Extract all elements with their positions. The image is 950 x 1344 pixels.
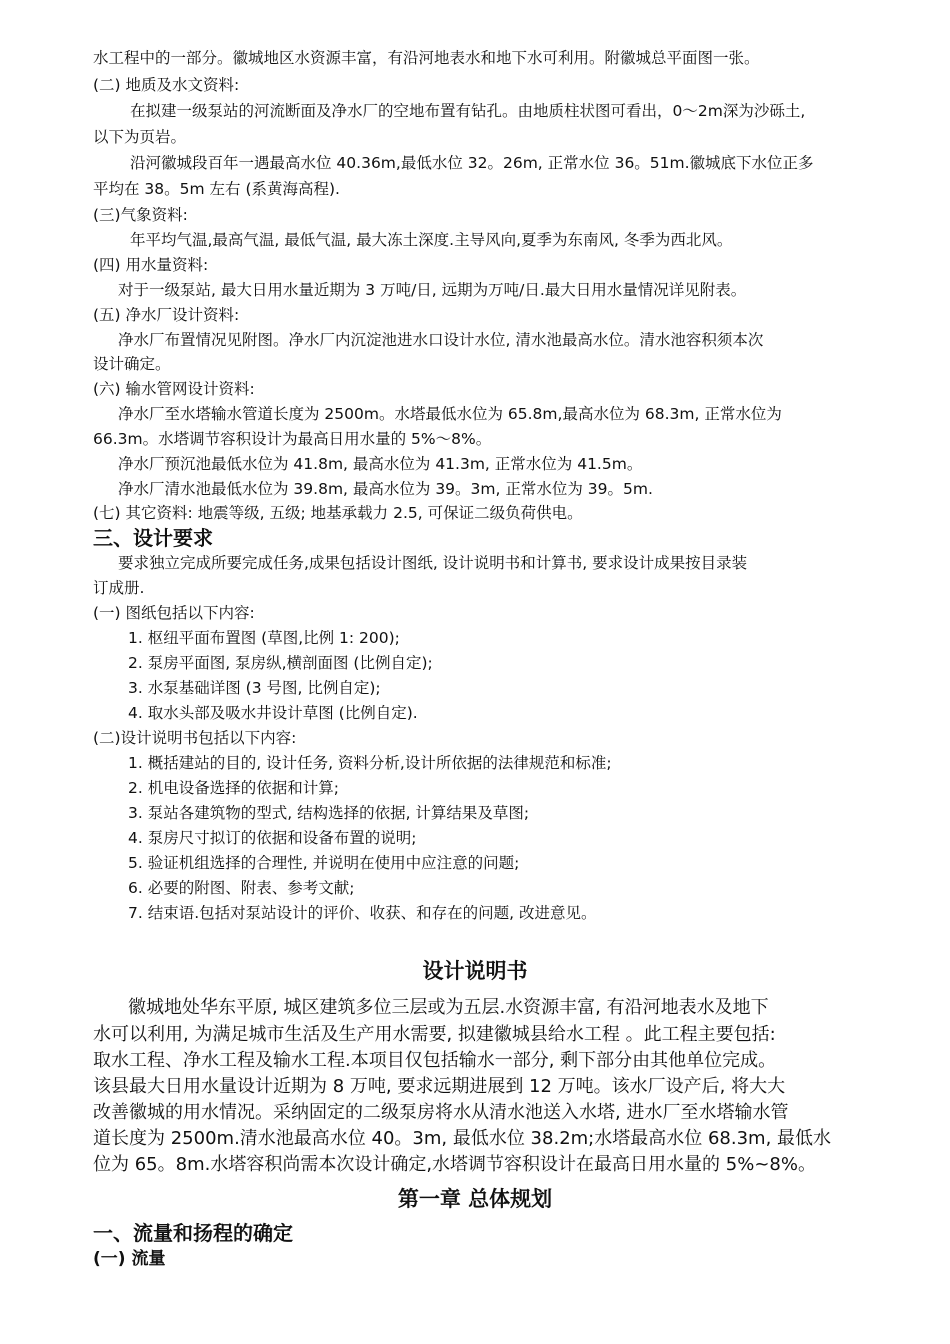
req-drawing-item-1: 1. 枢纽平面布置图 (草图,比例 1: 200); <box>128 629 400 647</box>
req-subheading-drawings: (一) 图纸包括以下内容: <box>93 604 255 622</box>
subsection-flow: (一) 流量 <box>93 1249 166 1269</box>
intro-line-3: 在拟建一级泵站的河流断面及净水厂的空地布置有钻孔。由地质柱状图可看出，0～2m深为沙砾土, <box>130 102 806 120</box>
req-manual-item-5: 5. 验证机组选择的合理性, 并说明在使用中应注意的问题; <box>128 854 520 872</box>
section-heading-requirements: 三、设计要求 <box>93 526 213 550</box>
subsection-climate: (三)气象资料: <box>93 206 188 224</box>
req-drawing-item-4: 4. 取水头部及吸水井设计草图 (比例自定). <box>128 704 418 722</box>
req-manual-item-6: 6. 必要的附图、附表、参考文献; <box>128 879 355 897</box>
req-drawing-item-3: 3. 水泵基础详图 (3 号图, 比例自定); <box>128 679 381 697</box>
req-manual-item-2: 2. 机电设备选择的依据和计算; <box>128 779 339 797</box>
intro-line-12: 净水厂布置情况见附图。净水厂内沉淀池进水口设计水位, 清水池最高水位。清水池容积须本次 <box>118 331 764 349</box>
intro-line-18: 净水厂清水池最低水位为 39.8m, 最高水位为 39。3m, 正常水位为 39。5m. <box>118 480 653 498</box>
req-drawing-item-2: 2. 泵房平面图, 泵房纵,横剖面图 (比例自定); <box>128 654 433 672</box>
req-manual-item-7: 7. 结束语.包括对泵站设计的评价、收获、和存在的问题, 改进意见。 <box>128 904 597 922</box>
intro-line-8: 年平均气温,最高气温, 最低气温, 最大冻土深度.主导风向,夏季为东南风, 冬季为西北风。 <box>130 231 733 249</box>
req-manual-item-3: 3. 泵站各建筑物的型式, 结构选择的依据, 计算结果及草图; <box>128 804 530 822</box>
req-manual-item-4: 4. 泵房尺寸拟订的依据和设备布置的说明; <box>128 829 417 847</box>
design-doc-line-4: 该县最大日用水量设计近期为 8 万吨, 要求远期进展到 12 万吨。该水厂设产后, 将大大 <box>93 1076 786 1097</box>
chapter-title: 第一章 总体规划 <box>397 1187 553 1211</box>
req-subheading-manual: (二)设计说明书包括以下内容: <box>93 729 297 747</box>
design-doc-line-6: 道长度为 2500m.清水池最高水位 40。3m, 最低水位 38.2m;水塔最高水位 68.3m, 最低水 <box>93 1128 832 1149</box>
subsection-water-use: (四) 用水量资料: <box>93 256 209 274</box>
intro-line-1: 水工程中的一部分。徽城地区水资源丰富，有沿河地表水和地下水可利用。附徽城总平面图一张。 <box>93 49 760 67</box>
intro-line-13: 设计确定。 <box>93 355 171 373</box>
design-doc-line-3: 取水工程、净水工程及输水工程.本项目仅包括输水一部分, 剩下部分由其他单位完成。 <box>93 1050 777 1071</box>
intro-line-6: 平均在 38。5m 左右 (系黄海高程). <box>93 180 340 198</box>
intro-line-15: 净水厂至水塔输水管道长度为 2500m。水塔最低水位为 65.8m,最高水位为 68.3m, 正常水位为 <box>118 405 782 423</box>
subsection-plant-design: (五) 净水厂设计资料: <box>93 306 240 324</box>
design-doc-line-1: 徽城地处华东平原, 城区建筑多位三层或为五层.水资源丰富, 有沿河地表水及地下 <box>128 997 769 1018</box>
subsection-geology: (二) 地质及水文资料: <box>93 76 240 94</box>
design-doc-line-5: 改善徽城的用水情况。采纳固定的二级泵房将水从清水池送入水塔, 进水厂至水塔输水管 <box>93 1102 789 1123</box>
req-line-1: 要求独立完成所要完成任务,成果包括设计图纸, 设计说明书和计算书, 要求设计成果按目录装 <box>118 554 748 572</box>
intro-line-5: 沿河徽城段百年一遇最高水位 40.36m,最低水位 32。26m, 正常水位 36。51m.徽城底下水位正多 <box>130 154 814 172</box>
intro-line-16: 66.3m。水塔调节容积设计为最高日用水量的 5%～8%。 <box>93 430 492 448</box>
design-doc-line-2: 水可以利用, 为满足城市生活及生产用水需要, 拟建徽城县给水工程 。此工程主要包括: <box>93 1024 776 1045</box>
subsection-other: (七) 其它资料: 地震等级, 五级; 地基承载力 2.5, 可保证二级负荷供电。 <box>93 504 583 522</box>
req-line-2: 订成册. <box>93 579 145 597</box>
intro-line-4: 以下为页岩。 <box>93 128 187 146</box>
req-manual-item-1: 1. 概括建站的目的, 设计任务, 资料分析,设计所依据的法律规范和标准; <box>128 754 612 772</box>
design-doc-line-7: 位为 65。8m.水塔容积尚需本次设计确定,水塔调节容积设计在最高日用水量的 5%~8%。 <box>93 1154 816 1175</box>
design-doc-title: 设计说明书 <box>422 959 528 983</box>
intro-line-10: 对于一级泵站, 最大日用水量近期为 3 万吨/日, 远期为万吨/日.最大日用水量情况详见附表。 <box>118 281 747 299</box>
section-heading-flow-head: 一、流量和扬程的确定 <box>93 1221 293 1245</box>
subsection-pipeline: (六) 输水管网设计资料: <box>93 380 255 398</box>
intro-line-17: 净水厂预沉池最低水位为 41.8m, 最高水位为 41.3m, 正常水位为 41.5m。 <box>118 455 643 473</box>
